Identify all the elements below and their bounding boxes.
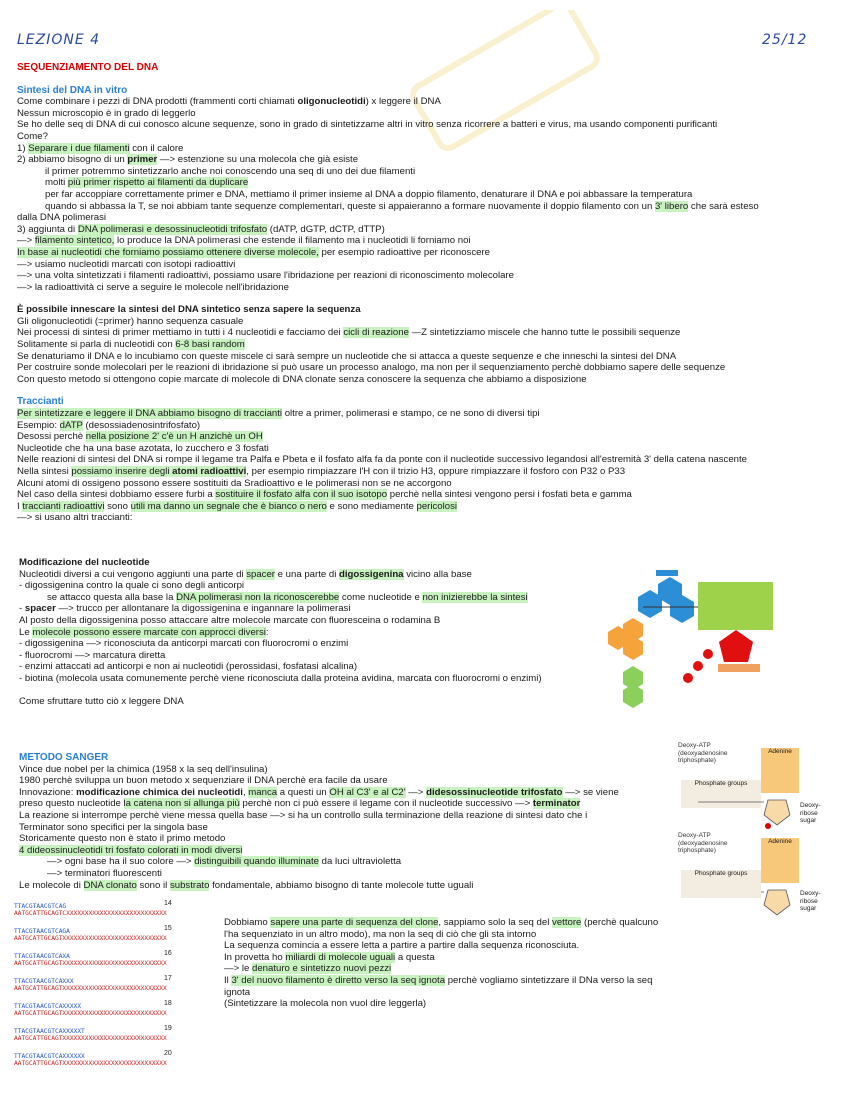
text-line: Terminator sono specifici per la singola base <box>19 821 208 833</box>
text-line: 3) aggiunta di DNA polimerasi e desossinucleotidi trifosfato (dATP, dGTP, dCTP, dTTP) <box>17 223 385 235</box>
sequence-row <box>14 950 172 967</box>
sequence-row <box>14 925 172 942</box>
text-line: quando si abbassa la T, se noi abbiam tante sequenze complementari, queste si appaieranno a formare nuovamente il doppio filamento con un 3' libero che sarà esteso <box>45 200 759 212</box>
text-line: Le molecole possono essere marcate con approcci diversi: <box>19 626 269 638</box>
primer-strand: TTACGTAACGTCAGA <box>14 928 70 935</box>
text-line: Le molecole di DNA clonato sono il substrato fondamentale, abbiamo bisogno di tante molecole tutte uguali <box>19 879 474 891</box>
text-line: Il 3' del nuovo filamento è diretto verso la seq ignota perchè vogliamo sintetizzare il DNa verso la seq <box>224 974 653 986</box>
text-line: Desossi perchè nella posizione 2' c'è un H anzichè un OH <box>17 431 263 443</box>
figure-label: (deoxyadenosine <box>678 749 728 757</box>
text-line: Come? <box>17 130 48 142</box>
text-line: In provetta ho miliardi di molecole uguali a questa <box>224 951 435 963</box>
heading-innesco: È possibile innescare la sintesi del DNA sintetico senza sapere la sequenza <box>17 304 361 316</box>
text-line: 1980 perchè sviluppa un buon metodo x sequenziare il DNA perchè era facile da usare <box>19 775 388 787</box>
text-line: Come sfruttare tutto ciò x leggere DNA <box>19 695 184 707</box>
text-line: Come combinare i pezzi di DNA prodotti (frammenti corti chiamati oligonucleotidi) x leggere il DNA <box>17 96 441 108</box>
text-line: Nucleotidi diversi a cui vengono aggiunti una parte di spacer e una parte di digossigenina vicino alla base <box>19 568 472 580</box>
figure-label: triphosphate) <box>678 757 716 764</box>
template-strand: AATGCATTGCAGTXXXXXXXXXXXXXXXXXXXXXXXXXXXX <box>14 935 167 942</box>
text-line: l'ha sequenziato in un altro modo), ma non la seq di ciò che gli sta intorno <box>224 928 537 940</box>
text-line: —> usiamo nucleotidi marcati con isotopi radioattivi <box>17 258 236 270</box>
text-line: Vince due nobel per la chimica (1958 x la seq dell'insulina) <box>19 763 268 775</box>
text-line: Innovazione: modificazione chimica dei nucleotidi, manca a questi un OH al C3' e al C2' —> didesossinucleotide trifosfato —> se viene <box>19 786 619 798</box>
template-strand: AATGCATTGCAGTXXXXXXXXXXXXXXXXXXXXXXXXXXXX <box>14 1035 167 1042</box>
heading-sanger: METODO SANGER <box>19 752 109 763</box>
section-clone <box>224 917 658 1010</box>
fragment-length: 18 <box>164 1000 172 1007</box>
text-line: Esempio: dATP (desossiadenosintrifosfato) <box>17 419 201 431</box>
heading-sintesi: Sintesi del DNA in vitro <box>17 84 128 96</box>
adenine-box: Adenine <box>761 748 799 793</box>
text-line: 4 dideossinucleotidi tri fosfato colorati in modi diversi <box>19 844 243 856</box>
text-line: - enzimi attaccati ad anticorpi e non ai nucleotidi (perossidasi, fosfatasi alcalina) <box>19 661 358 673</box>
text-line: Nucleotide che ha una base azotata, lo zucchero e 3 fosfati <box>17 442 269 454</box>
text-line: (Sintetizzare la molecola non vuol dire leggerla) <box>224 998 427 1010</box>
text-line: Se ho delle seq di DNA di cui conosco alcune sequenze, sono in grado di sintetizzarne altri in vitro senza ricorrere a batteri e virus, ma usando componenti purificanti <box>17 119 718 131</box>
sequence-row <box>14 900 172 917</box>
text-line: - spacer —> trucco per allontanare la digossigenina e ingannare la polimerasi <box>19 603 351 615</box>
text-line: Nella sintesi possiamo inserire degli atomi radioattivi, per esempio rimpiazzare l'H con il trizio H3, oppure rimpiazzare il fosforo con P32 o P33 <box>17 466 626 477</box>
text-line: —> la radioattività ci serve a seguire le molecole nell'ibridazione <box>17 281 289 293</box>
text-line: —> terminatori fluorescenti <box>47 867 162 879</box>
fragment-length: 19 <box>164 1025 172 1032</box>
sequence-row <box>14 1050 172 1067</box>
text-line: 1) Separare i due filamenti con il calore <box>17 142 184 154</box>
text-line: - biotina (molecola usata comunemente perchè viene riconosciuta dalla proteina avidina, marcata con fluorocromi o enzimi) <box>19 672 542 684</box>
text-line: —> le denaturo e sintetizzo nuovi pezzi <box>224 963 392 975</box>
section-modificazione <box>19 557 542 707</box>
text-line: Per costruire sonde molecolari per le reazioni di ibridazione si può usare un processo analogo, ma non per il sequenziamento perchè dobbiamo sapere delle sequenze <box>17 362 726 374</box>
primer-strand: TTACGTAACGTCAXA <box>14 953 70 960</box>
text-line: Nelle reazioni di sintesi del DNA si rompe il legame tra Palfa e Pbeta e il fosfato alfa fa da ponte con il nucleotide successivo legandosi all'estremità 3' della catena nascente <box>17 454 748 466</box>
primer-strand: TTACGTAACGTCAXXXXXT <box>14 1028 85 1035</box>
sequence-row <box>14 1000 172 1017</box>
primer-strand: TTACGTAACGTCAXXXXX <box>14 1003 82 1010</box>
text-line: —> si usano altri traccianti: <box>17 512 133 524</box>
text-line: —> ogni base ha il suo colore —> distinguibili quando illuminate da luci ultravioletta <box>47 856 402 868</box>
text-line: Se denaturiamo il DNA e lo incubiamo con queste miscele ci sarà sempre un nucleotide che si attacca a queste sequenze e che inneschi la sintesi del DNA <box>17 350 677 362</box>
deoxy-atp-figure: Deoxy-ATP (deoxyadenosine triphosphate) Adenine Phosphate groups Deoxy- ribose sugar Deoxy-ATP (deoxyadenosine triphosphate) Adenine Phosphate groups Deoxy- ribose sugar <box>678 740 828 920</box>
text-line: Dobbiamo sapere una parte di sequenza del clone, sappiamo solo la seq del vettore (perchè qualcuno <box>224 917 659 928</box>
page-date: 25/12 <box>762 32 808 48</box>
text-line: preso questo nucleotide la catena non si allunga più perchè non ci può essere il legame con il nucleotide successivo —> terminator <box>19 798 581 810</box>
spacer-box <box>698 582 773 630</box>
text-line: il primer potremmo sintetizzarlo anche noi conoscendo una seq di uno dei due filamenti <box>45 165 416 177</box>
text-line: Nessun microscopio è in grado di leggerlo <box>17 107 196 119</box>
section-sintesi <box>17 62 759 524</box>
template-strand: AATGCATTGCAGTXXXXXXXXXXXXXXXXXXXXXXXXXXXX <box>14 960 167 967</box>
lesson-label: LEZIONE 4 <box>17 32 101 48</box>
text-line: se attacco questa alla base la DNA polimerasi non la riconoscerebbe come nucleotide e non inizierebbe la sintesi <box>47 591 528 603</box>
section-sanger <box>19 752 619 891</box>
sequence-row <box>14 975 172 992</box>
text-line: Nei processi di sintesi di primer mettiamo in tutti i 4 nucleotidi e facciamo dei cicli di reazione —Z sintetizziamo miscele che hanno tutte le possibili sequenze <box>17 327 681 339</box>
text-line: 2) abbiamo bisogno di un primer —> estenzione su una molecola che già esiste <box>17 154 359 166</box>
text-line: - fluorocromi —> marcatura diretta <box>19 649 166 661</box>
text-line: Alcuni atomi di ossigeno possono essere sostituiti da Sradioattivo e le polimerasi non se ne accorgono <box>17 477 452 489</box>
text-line: Con questo metodo si ottengono copie marcate di molecole di DNA clonate senza conoscere la sequenza che abbiamo a disposizione <box>17 373 587 385</box>
text-line: Nel caso della sintesi dobbiamo essere furbi a sostituire il fosfato alfa con il suo isotopo perchè nella sintesi vengono persi i fosfati beta e gamma <box>17 489 632 501</box>
template-strand: AATGCATTGCAGTXXXXXXXXXXXXXXXXXXXXXXXXXXXX <box>14 985 167 992</box>
text-line: Gli oligonucleotidi (=primer) hanno sequenza casuale <box>17 315 244 327</box>
text-line: —> filamento sintetico, lo produce la DNA polimerasi che estende il filamento ma i nucleotidi li forniamo noi <box>17 235 471 247</box>
text-line: Per sintetizzare e leggere il DNA abbiamo bisogno di traccianti oltre a primer, polimerasi e stampo, ce ne sono di diversi tipi <box>17 408 540 420</box>
text-line: dalla DNA polimerasi <box>17 212 107 224</box>
template-strand: AATGCATTGCAGTXXXXXXXXXXXXXXXXXXXXXXXXXXXX <box>14 1060 167 1067</box>
text-line: - digossigenina —> riconosciuta da anticorpi marcati con fluorocromi o enzimi <box>19 638 349 650</box>
text-line: Solitamente si parla di nucleotidi con 6-8 basi random <box>17 339 245 351</box>
primer-strand: TTACGTAACGTCAG <box>14 903 67 910</box>
fragment-length: 20 <box>164 1050 172 1057</box>
template-strand: AATGCATTGCAGTXXXXXXXXXXXXXXXXXXXXXXXXXXXX <box>14 1010 167 1017</box>
text-line: In base ai nucleotidi che forniamo possiamo ottenere diverse molecole, per esempio radioattive per riconoscere <box>17 246 491 258</box>
sequence-row <box>14 1025 172 1042</box>
document-title: SEQUENZIAMENTO DEL DNA <box>17 62 159 73</box>
phosphate-box: Phosphate groups <box>681 780 761 808</box>
text-line: molti più primer rispetto ai filamenti da duplicare <box>45 177 249 189</box>
text-line: - digossigenina contro la quale ci sono degli anticorpi <box>19 580 245 592</box>
figure-label: Deoxy-ATP <box>678 742 711 749</box>
fragment-length: 17 <box>164 975 172 982</box>
text-line: ignota <box>224 986 251 998</box>
text-line: La reazione si interrompe perchè viene messa quella base —> si ha un controllo sulla terminazione della reazione di sintesi dato che i <box>19 809 588 821</box>
text-line: Al posto della digossigenina posso attaccare altre molecole marcate con fluoresceina o rodamina B <box>19 614 441 626</box>
fragment-length: 14 <box>164 900 172 907</box>
text-line: I traccianti radioattivi sono utili ma danno un segnale che è bianco o nero e sono mediamente pericolosi <box>17 500 458 512</box>
heading-traccianti: Traccianti <box>17 396 64 408</box>
text-line: —> una volta sintetizzati i filamenti radioattivi, possiamo usare l'ibridazione per reazioni di riconoscimento molecolare <box>17 270 514 282</box>
text-line: per far accoppiare correttamente primer e DNA, mettiamo il primer insieme al DNA a doppio filamento, denaturare il DNA e poi abbassare la temperatura <box>45 188 693 200</box>
text-line: Storicamente questo non è stato il primo metodo <box>19 833 226 845</box>
primer-strand: TTACGTAACGTCAXXXXXX <box>14 1053 85 1060</box>
primer-strand: TTACGTAACGTCAXXX <box>14 978 74 985</box>
template-strand: AATGCATTGCAGTCXXXXXXXXXXXXXXXXXXXXXXXXXXX <box>14 910 167 917</box>
fragment-length: 16 <box>164 950 172 957</box>
modified-nucleotide-figure <box>588 562 778 712</box>
fragment-length: 15 <box>164 925 172 932</box>
text-line: La sequenza comincia a essere letta a partire a partire dalla sequenza riconosciuta. <box>224 940 580 952</box>
heading-modificazione: Modificazione del nucleotide <box>19 557 150 568</box>
